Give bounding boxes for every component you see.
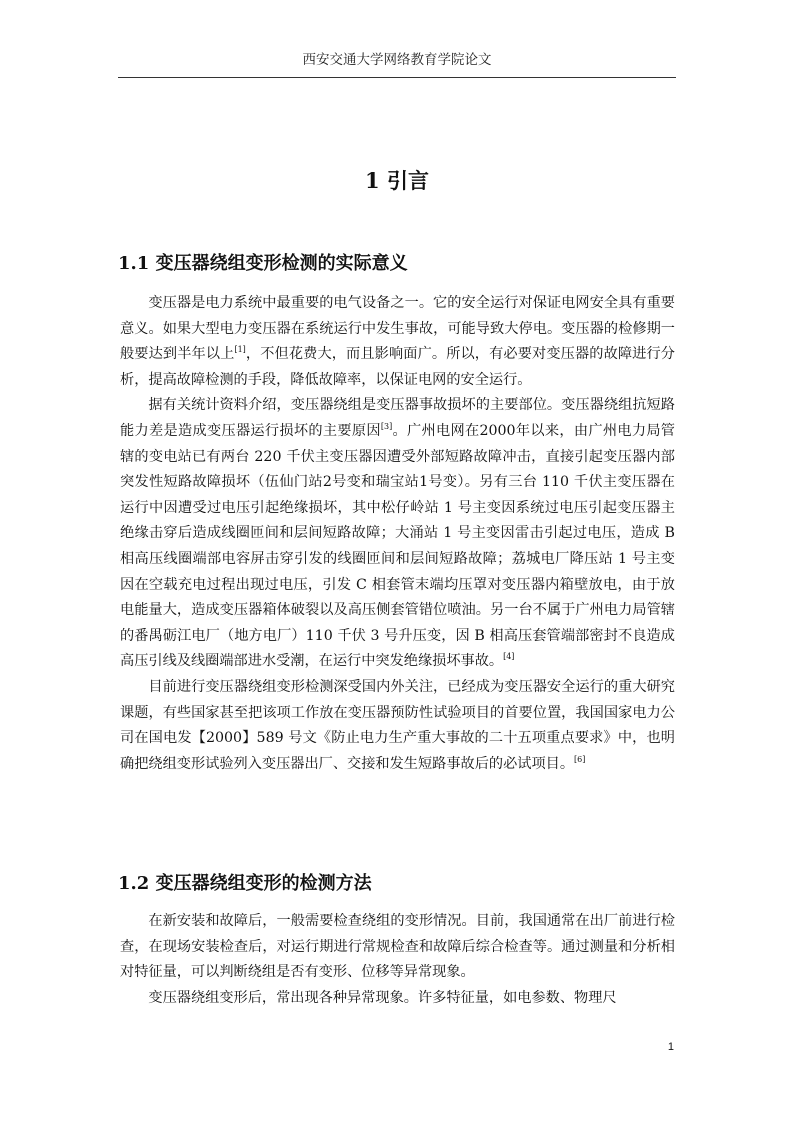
running-header: 西安交通大学网络教育学院论文: [302, 52, 492, 68]
chapter-title: 1 引言: [365, 168, 429, 193]
section-1-2-body: [120, 909, 675, 1011]
paragraph: 在新安装和故障后，一般需要检查绕组的变形情况。目前，我国通常在出厂前进行检查，在现场安装检查后，对运行期进行常规检查和故障后综合检查等。通过测量和分析相对特征量，可以判断绕组是否有变形、位移等异常现象。: [120, 913, 675, 981]
citation-ref: [3]: [380, 421, 393, 431]
page-number: 1: [667, 1041, 674, 1053]
paragraph: 变压器绕组变形后，常出现各种异常现象。许多特征量，如电参数、物理尺: [148, 989, 617, 1006]
citation-ref: [6]: [574, 754, 586, 764]
paragraph: 变压器是电力系统中最重要的电气设备之一。它的安全运行对保证电网安全具有重要意义。如果大型电力变压器在系统运行中发生事故，可能导致大停电。变压器的检修期一般要达到半年以上[1]，不但花费大，而且影响面广。所以，有必要对变压器的故障进行分析，提高故障检测的手段，降低故障率，以保证电网的安全运行。: [120, 295, 675, 388]
section-title-1-1: 1.1 变压器绕组变形检测的实际意义: [118, 253, 408, 274]
section-1-1-body: [120, 291, 675, 777]
section-title-1-2: 1.2 变压器绕组变形的检测方法: [118, 873, 372, 894]
paragraph: 据有关统计资料介绍，变压器绕组是变压器事故损坏的主要部位。变压器绕组抗短路能力差是造成变压器运行损坏的主要原因[3]。广州电网在2000年以来，由广州电力局管辖的变电站已有两台 220 千伏主变压器因遭受外部短路故障冲击，直接引起变压器内部突发性短路故障损坏（伍仙门站2号变和瑞宝站1号变）。另有三台 110 千伏主变压器在运行中因遭受过电压引起绝缘损坏，其中松仔岭站 1 号主变因系统过电压引起变压器主绝缘击穿后造成线圈匝间和层间短路故障；大涌站 1 号主变因雷击引起过电压，造成 B 相高压线圈端部电容屏击穿引发的线圈匝间和层间短路故障；荔城电厂降压站 1 号主变因在空载充电过程出现过电压，引发 C 相套管末端均压罩对变压器内箱壁放电，由于放电能量大，造成变压器箱体破裂以及高压侧套管错位喷油。另一台不属于广州电力局管辖的番禺砺江电厂（地方电厂）110 千伏 3 号升压变，因 B 相高压套管端部密封不良造成高压引线及线圈端部进水受潮，在运行中突发绝缘损坏事故。[4]: [120, 397, 675, 670]
citation-ref: [1]: [234, 345, 246, 355]
header-divider: [118, 77, 676, 78]
citation-ref: [4]: [503, 652, 515, 662]
paragraph: 目前进行变压器绕组变形检测深受国内外关注，已经成为变压器安全运行的重大研究课题，有些国家甚至把该项工作放在变压器预防性试验项目的首要位置，我国国家电力公司在国电发【2000】589 号文《防止电力生产重大事故的二十五项重点要求》中，也明确把绕组变形试验列入变压器出厂、交接和发生短路事故后的必试项目。[6]: [120, 678, 675, 772]
